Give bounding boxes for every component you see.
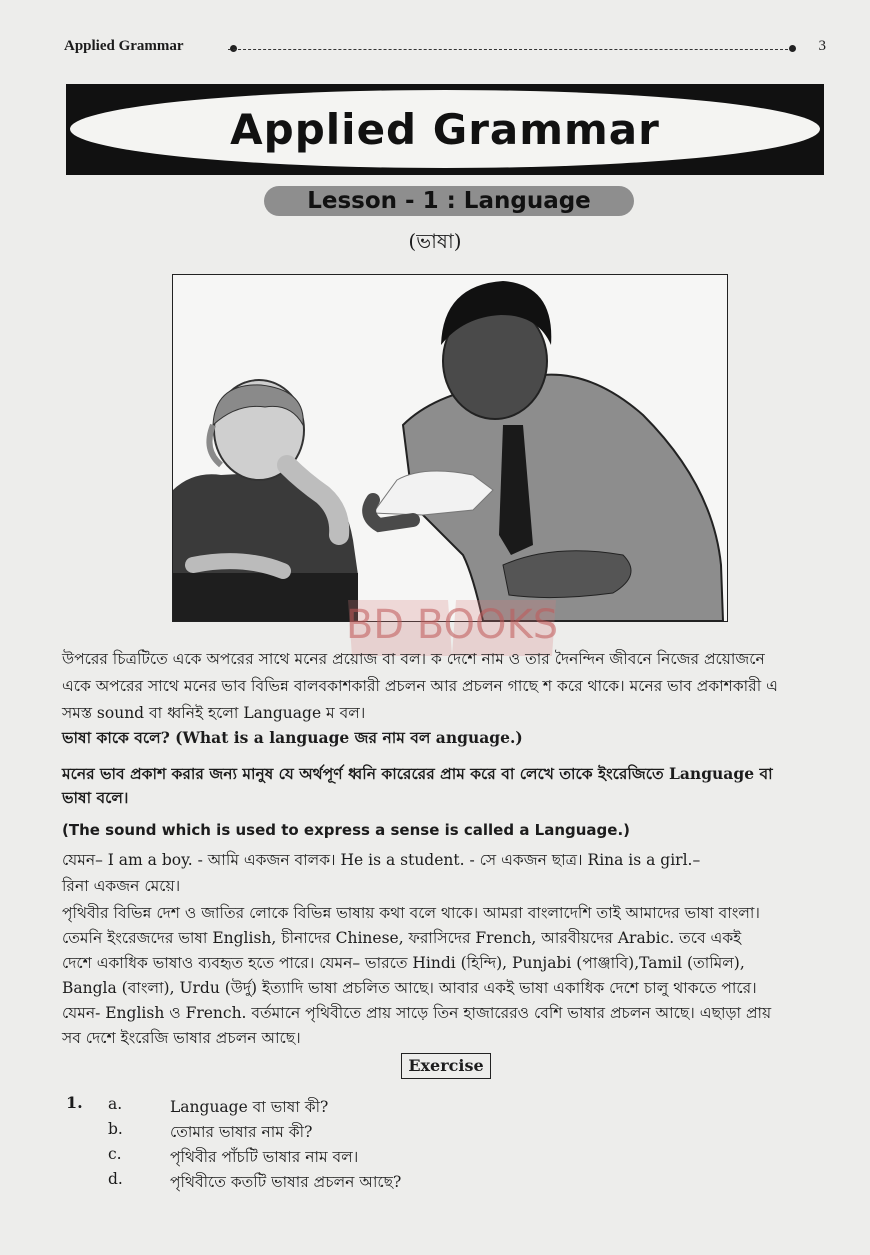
page-number: 3 [818, 38, 826, 54]
item-letter: a. [108, 1095, 123, 1113]
definition-line-2: ভাষা বলে। [62, 788, 129, 807]
lesson-subtitle: (ভাষা) [408, 229, 462, 253]
boy-figure [173, 380, 358, 621]
exercise-heading: Exercise [401, 1053, 491, 1079]
question-number: 1. [66, 1093, 83, 1112]
lesson-title-pill [264, 186, 634, 216]
intro-line-3: সমস্ত sound বা ধ্বনিই হলো Language ম বল। [62, 704, 366, 722]
banner-oval [70, 90, 820, 168]
man-figure [369, 281, 723, 621]
english-definition: (The sound which is used to express a sense is called a Language.) [62, 821, 631, 839]
intro-line-1: উপরের চিত্রটিতে একে অপরের সাথে মনের প্রয়োজ বা বল। ক দেশে নাম ও তার দৈনন্দিন জীবনে নিজের প্রয়োজনে [62, 650, 765, 668]
world-line-5: যেমন- English ও French. বর্তমানে পৃথিবীতে প্রায় সাড়ে তিন হাজারেরও বেশি ভাষার প্রচলন আছে। এছাড়া প্রায় [62, 1004, 772, 1022]
world-line-1: পৃথিবীর বিভিন্ন দেশ ও জাতির লোকে বিভিন্ন ভাষায় কথা বলে থাকে। আমরা বাংলাদেশি তাই আমাদের ভাষা বাংলা। [62, 904, 760, 922]
example-line-1: যেমন– I am a boy. - আমি একজন বালক। He is a student. - সে একজন ছাত্র। Rina is a girl.– [62, 851, 701, 869]
world-line-3: দেশে একাধিক ভাষাও ব্যবহৃত হতে পারে। যেমন– ভারতে Hindi (হিন্দি), Punjabi (পাঞ্জাবি),Tamil (তামিল), [62, 954, 745, 972]
chapter-title: Applied Grammar [230, 104, 660, 154]
item-text: Language বা ভাষা কী? [170, 1098, 329, 1116]
world-line-2: তেমনি ইংরেজদের ভাষা English, চীনাদের Chinese, ফরাসিদের French, আরবীয়দের Arabic. তবে একই [62, 929, 742, 947]
bullet-icon [789, 45, 796, 52]
item-text: পৃথিবীতে কতটি ভাষার প্রচলন আছে? [170, 1173, 402, 1191]
dotted-divider [228, 49, 788, 50]
item-text: পৃথিবীর পাঁচটি ভাষার নাম বল। [170, 1148, 359, 1166]
watermark-text: BD BOOKS [345, 602, 559, 648]
running-header [64, 38, 826, 60]
conversation-illustration [173, 275, 727, 621]
example-line-2: রিনা একজন মেয়ে। [62, 877, 181, 895]
illustration-man-and-boy [172, 274, 728, 622]
item-letter: c. [108, 1145, 122, 1163]
intro-line-2: একে অপরের সাথে মনের ভাব বিভিন্ন বালবকাশকারী প্রচলন আর প্রচলন গাছে শ করে থাকে। মনের ভাব প্রকাশকারী এ [62, 677, 778, 695]
question-heading: ভাষা কাকে বলে? (What is a language জর নাম বল anguage.) [62, 728, 523, 747]
world-line-6: সব দেশে ইংরেজি ভাষার প্রচলন আছে। [62, 1029, 301, 1047]
chapter-banner [66, 84, 824, 175]
lesson-title: Lesson - 1 : Language [307, 188, 591, 214]
world-line-4: Bangla (বাংলা), Urdu (উর্দু) ইত্যাদি ভাষা প্রচলিত আছে। আবার একই ভাষা একাধিক দেশে চালু থাকতে পারে। [62, 979, 757, 997]
running-title: Applied Grammar [64, 38, 184, 54]
definition-line-1: মনের ভাব প্রকাশ করার জন্য মানুষ যে অর্থপূর্ণ ধ্বনি কারেরের প্রাম করে বা লেখে তাকে ইংরেজিতে Language বা [62, 764, 773, 783]
item-letter: b. [108, 1120, 123, 1138]
item-letter: d. [108, 1170, 123, 1188]
item-text: তোমার ভাষার নাম কী? [170, 1123, 313, 1141]
